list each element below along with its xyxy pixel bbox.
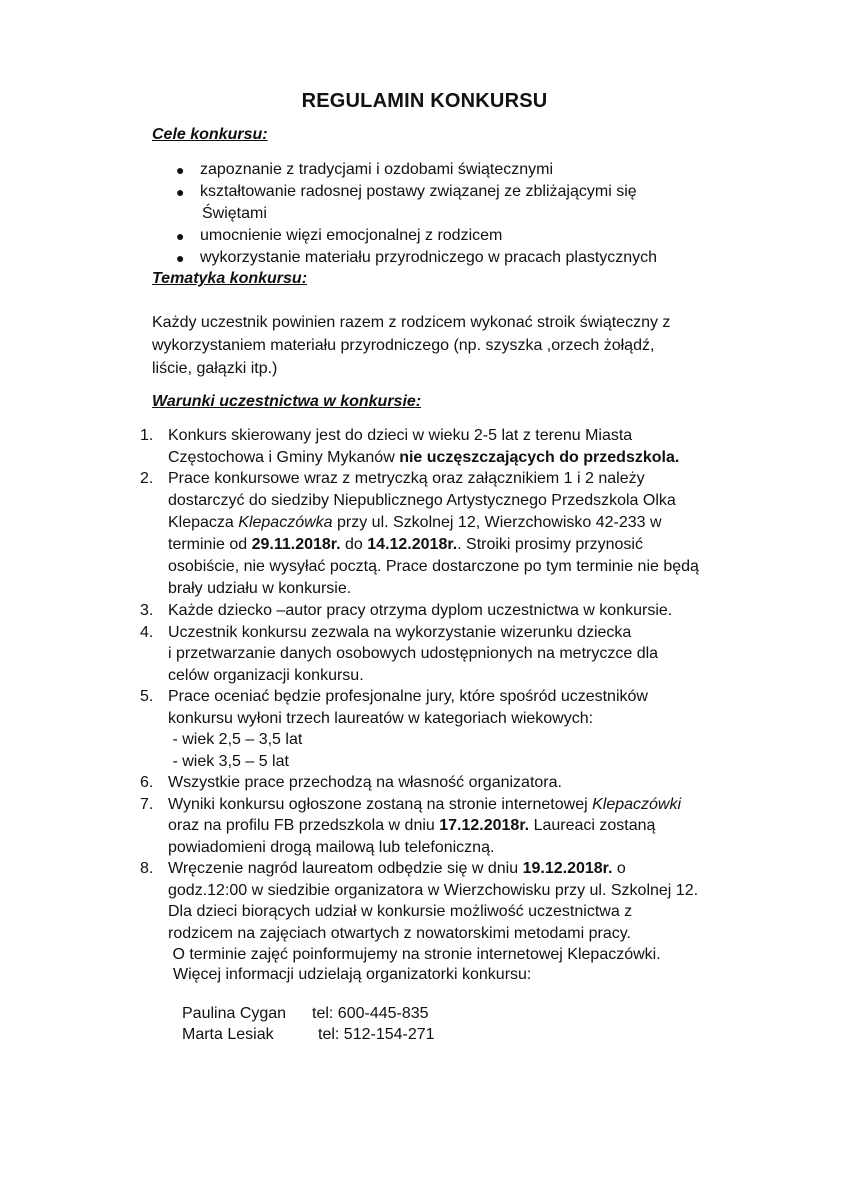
bullet-icon: ● — [176, 250, 185, 266]
condition-item-2: 2. Prace konkursowe wraz z metryczką oraz załącznikiem 1 i 2 należy dostarczyć do siedziby Niepublicznego Artystycznego Przedszkola Olka Klepacza Klepaczówka przy ul. Szkolnej 12, Wierzchowisko 42-233 w terminie od 29.11.2018r. do 14.12.2018r.. Stroiki prosimy przynosić osobiście, nie wysyłać pocztą. Prace dostarczone po tym terminie nie będą brały udziału w konkursie. — [140, 470, 699, 597]
list-item: ● wykorzystanie materiału przyrodniczego w pracach plastycznych — [170, 247, 770, 269]
conditions-list — [128, 425, 768, 966]
goals-list — [170, 159, 770, 269]
condition-item-6: 6. Wszystkie prace przechodzą na własność organizatora. — [140, 774, 562, 791]
bullet-icon: ● — [176, 184, 185, 200]
list-item: ● zapoznanie z tradycjami i ozdobami świątecznymi — [170, 159, 770, 181]
goals-heading: Cele konkursu: — [152, 126, 268, 143]
theme-heading: Tematyka konkursu: — [152, 270, 308, 287]
contact-phone: tel: 600-445-835 — [312, 1005, 429, 1022]
condition-item-5: 5. Prace oceniać będzie profesjonalne jury, które spośród uczestników konkursu wyłoni trzech laureatów w kategoriach wiekowych: - wiek 2,5 – 3,5 lat - wiek 3,5 – 5 lat — [140, 688, 648, 770]
contact-name: Marta Lesiak — [182, 1026, 274, 1043]
list-item: ● kształtowanie radosnej postawy związanej ze zbliżającymi się — [170, 181, 770, 203]
list-item: ● umocnienie więzi emocjonalnej z rodzicem — [170, 225, 770, 247]
list-item-continuation: Świętami — [202, 205, 267, 222]
condition-item-3: 3. Każde dziecko –autor pracy otrzyma dyplom uczestnictwa w konkursie. — [140, 602, 673, 619]
theme-paragraph: Każdy uczestnik powinien razem z rodzicem wykonać stroik świąteczny z wykorzystaniem materiału przyrodniczego (np. szyszka ,orzech żołądź, liście, gałązki itp.) — [152, 314, 671, 377]
condition-item-7: 7. Wyniki konkursu ogłoszone zostaną na stronie internetowej Klepaczówki oraz na profilu FB przedszkola w dniu 17.12.2018r. Laureaci zostaną powiadomieni drogą mailową lub telefoniczną. — [140, 795, 682, 856]
bullet-icon: ● — [176, 162, 185, 178]
document-title: REGULAMIN KONKURSU — [301, 90, 548, 112]
condition-item-8: 8. Wręczenie nagród laureatom odbędzie się w dniu 19.12.2018r. o godz.12:00 w siedzibie organizatora w Wierzchowisku przy ul. Szkolnej 12. Dla dzieci biorących udział w konkursie możliwość uczestnictwa z rodzicem na zajęciach otwartych z nowatorskimi metodami pracy. O terminie zajęć poinformujemy na stronie internetowej Klepaczówki. — [140, 860, 699, 963]
bullet-icon: ● — [176, 228, 185, 244]
contact-intro: Więcej informacji udzielają organizatorki konkursu: — [173, 966, 532, 983]
conditions-heading: Warunki uczestnictwa w konkursie: — [152, 393, 422, 410]
condition-item-4: 4. Uczestnik konkursu zezwala na wykorzystanie wizerunku dziecka i przetwarzanie danych osobowych udostępnionych na metryczce dla celów organizacji konkursu. — [140, 623, 659, 684]
contact-phone: tel: 512-154-271 — [318, 1026, 435, 1043]
contact-name: Paulina Cygan — [182, 1005, 287, 1022]
condition-item-1: 1. Konkurs skierowany jest do dzieci w wieku 2-5 lat z terenu Miasta Częstochowa i Gminy Mykanów nie uczęszczających do przedszkola. — [140, 427, 680, 466]
